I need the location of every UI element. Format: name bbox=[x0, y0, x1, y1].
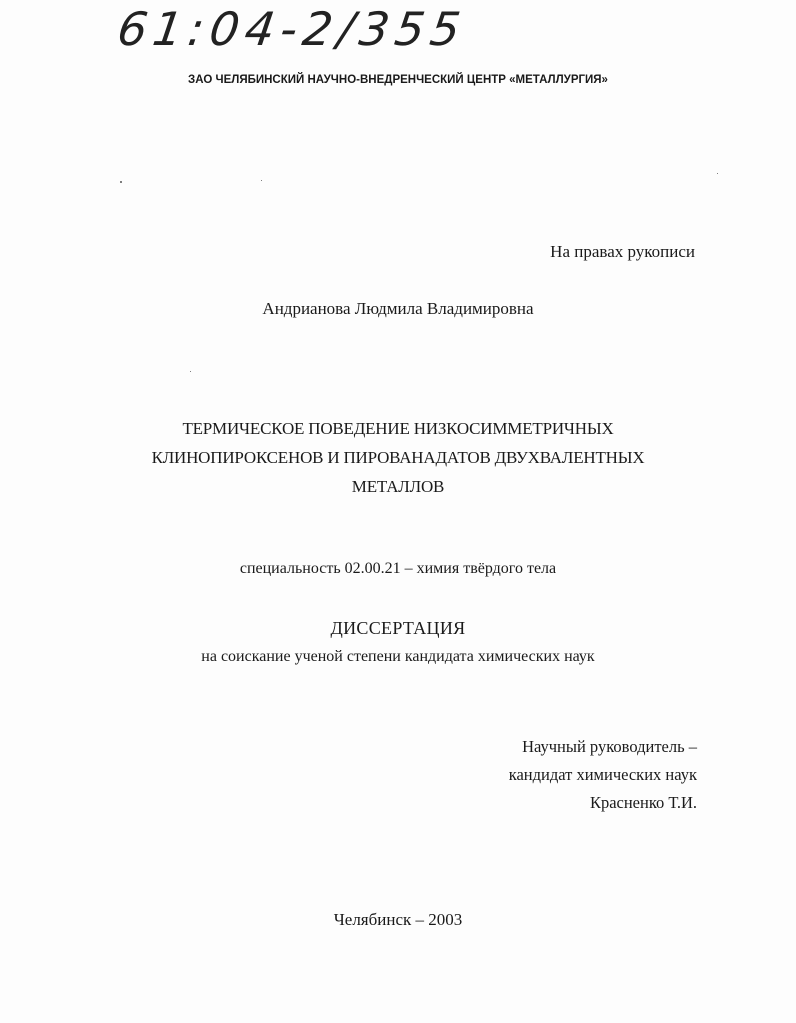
scan-speck bbox=[190, 371, 191, 372]
handwritten-archive-number: 61:04-2/355 bbox=[114, 2, 470, 56]
degree-line: на соискание ученой степени кандидата химических наук bbox=[201, 648, 595, 665]
organization-header: ЗАО ЧЕЛЯБИНСКИЙ НАУЧНО-ВНЕДРЕНЧЕСКИЙ ЦЕНТР «МЕТАЛЛУРГИЯ» bbox=[188, 74, 608, 86]
scan-speck bbox=[120, 181, 122, 183]
supervisor-degree: кандидат химических наук bbox=[508, 765, 697, 784]
scan-speck bbox=[261, 180, 262, 181]
title-line: КЛИНОПИРОКСЕНОВ И ПИРОВАНАДАТОВ ДВУХВАЛЕНТНЫХ bbox=[151, 448, 645, 467]
document-type: ДИССЕРТАЦИЯ bbox=[330, 618, 466, 638]
dissertation-title bbox=[0, 414, 796, 501]
specialty-line: специальность 02.00.21 – химия твёрдого тела bbox=[239, 560, 557, 577]
scan-speck bbox=[717, 173, 718, 174]
author-name: Андрианова Людмила Владимировна bbox=[262, 299, 534, 318]
title-line: ТЕРМИЧЕСКОЕ ПОВЕДЕНИЕ НИЗКОСИММЕТРИЧНЫХ bbox=[182, 419, 614, 438]
title-line: МЕТАЛЛОВ bbox=[351, 477, 445, 496]
supervisor-role: Научный руководитель – bbox=[522, 737, 697, 756]
rights-note: На правах рукописи bbox=[550, 242, 695, 261]
supervisor-name: Красненко Т.И. bbox=[589, 793, 697, 812]
city-year: Челябинск – 2003 bbox=[333, 910, 463, 929]
supervisor-block bbox=[509, 733, 697, 817]
